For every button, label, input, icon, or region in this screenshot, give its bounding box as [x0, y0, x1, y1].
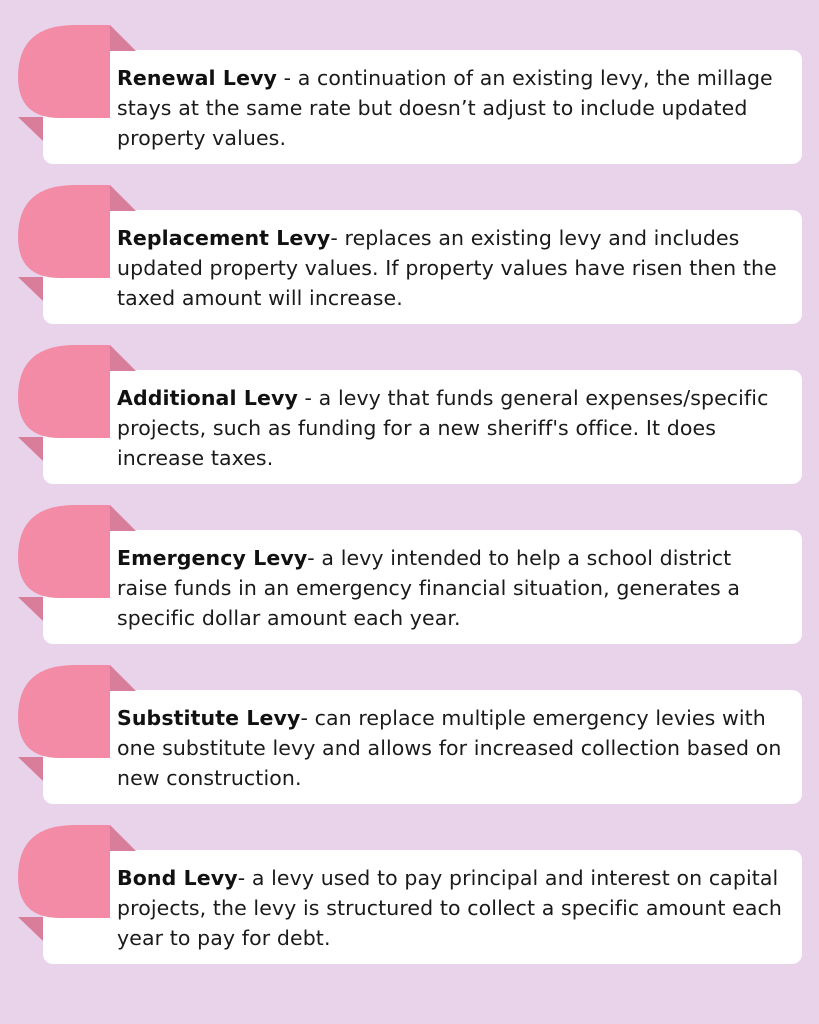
- levy-text: [117, 63, 787, 153]
- levy-text: [117, 703, 787, 793]
- levy-item-emergency: [0, 505, 819, 665]
- levy-description: - replaces an existing levy and includes updated property values. If property values have risen then the taxed amount will increase.: [117, 226, 777, 310]
- levy-term: Bond Levy: [117, 866, 238, 890]
- levy-term: Emergency Levy: [117, 546, 308, 570]
- levy-description: - a levy intended to help a school district raise funds in an emergency financial situation, generates a specific dollar amount each year.: [117, 546, 741, 630]
- levy-item-bond: [0, 825, 819, 985]
- levy-item-substitute: [0, 665, 819, 825]
- levy-text: [117, 383, 787, 473]
- levy-description: - a levy used to pay principal and interest on capital projects, the levy is structured to collect a specific amount each year to pay for debt.: [117, 866, 783, 950]
- levy-term: Replacement Levy: [117, 226, 331, 250]
- levy-item-renewal: [0, 25, 819, 185]
- levy-description: - a levy that funds general expenses/specific projects, such as funding for a new sheriff's office. It does increase taxes.: [117, 386, 769, 470]
- levy-term: Additional Levy: [117, 386, 298, 410]
- levy-text: [117, 863, 787, 953]
- levy-item-additional: [0, 345, 819, 505]
- levy-text: [117, 223, 787, 313]
- levy-item-replacement: [0, 185, 819, 345]
- levy-term: Substitute Levy: [117, 706, 301, 730]
- levy-term: Renewal Levy: [117, 66, 278, 90]
- levy-text: [117, 543, 787, 633]
- levy-description: - can replace multiple emergency levies with one substitute levy and allows for increased collection based on new construction.: [117, 706, 782, 790]
- levy-description: - a continuation of an existing levy, the millage stays at the same rate but doesn’t adjust to include updated property values.: [117, 66, 773, 150]
